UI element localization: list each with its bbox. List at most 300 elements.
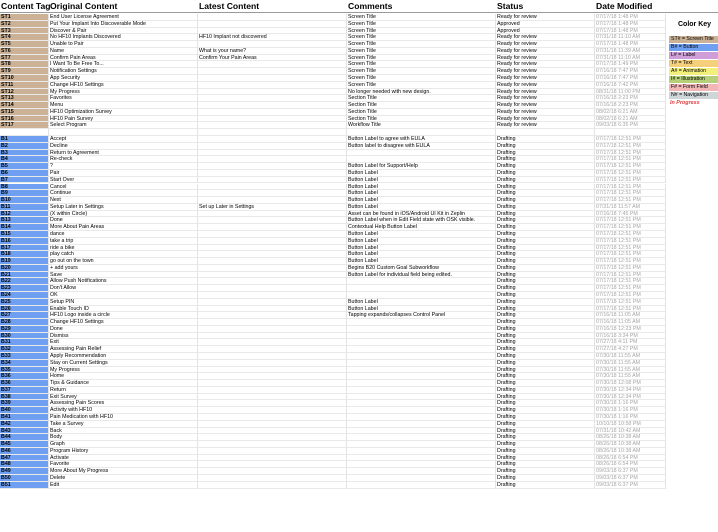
latest-content-cell[interactable]	[198, 184, 347, 191]
content-tag-cell[interactable]: B38	[0, 394, 49, 401]
date-modified-cell[interactable]: 07/17/18 12:51 PM	[595, 190, 666, 197]
date-modified-cell[interactable]: 07/17/18 12:51 PM	[595, 217, 666, 224]
date-modified-cell[interactable]: 07/17/18 12:51 PM	[595, 272, 666, 279]
original-content-cell[interactable]: Continue	[49, 190, 198, 197]
original-content-cell[interactable]: Save	[49, 272, 198, 279]
date-modified-cell[interactable]: 07/30/18 12:34 PM	[595, 394, 666, 401]
status-cell[interactable]: Drafting	[496, 367, 595, 374]
content-tag-cell[interactable]: ST12	[0, 89, 49, 96]
status-cell[interactable]: Drafting	[496, 448, 595, 455]
status-cell[interactable]: Drafting	[496, 353, 595, 360]
status-cell[interactable]: Drafting	[496, 285, 595, 292]
content-tag-cell[interactable]: ST17	[0, 122, 49, 129]
comments-cell[interactable]: Button Label	[347, 204, 496, 211]
status-cell[interactable]: Drafting	[496, 292, 595, 299]
latest-content-cell[interactable]	[198, 109, 347, 116]
content-tag-cell[interactable]: B51	[0, 482, 49, 489]
content-tag-cell[interactable]: B12	[0, 211, 49, 218]
content-tag-cell[interactable]: B10	[0, 197, 49, 204]
latest-content-cell[interactable]	[198, 414, 347, 421]
comments-cell[interactable]	[347, 326, 496, 333]
original-content-cell[interactable]: Assessing Pain Relief	[49, 346, 198, 353]
content-tag-cell[interactable]: ST13	[0, 95, 49, 102]
comments-cell[interactable]: Button Label	[347, 258, 496, 265]
original-content-cell[interactable]: More About Pain Areas	[49, 224, 198, 231]
comments-cell[interactable]: Screen Title	[347, 55, 496, 62]
comments-cell[interactable]	[347, 434, 496, 441]
content-tag-cell[interactable]: ST7	[0, 55, 49, 62]
original-content-cell[interactable]: I Want To Be Free To...	[49, 61, 198, 68]
date-modified-cell[interactable]	[595, 129, 666, 136]
status-cell[interactable]: Drafting	[496, 143, 595, 150]
comments-cell[interactable]: Button label to disagree with EULA	[347, 143, 496, 150]
comments-cell[interactable]: Workflow Title	[347, 122, 496, 129]
content-tag-cell[interactable]: B32	[0, 346, 49, 353]
status-cell[interactable]: Ready for review	[496, 109, 595, 116]
content-tag-cell[interactable]: ST4	[0, 34, 49, 41]
latest-content-cell[interactable]	[198, 75, 347, 82]
comments-cell[interactable]: Screen Title	[347, 28, 496, 35]
comments-cell[interactable]	[347, 387, 496, 394]
date-modified-cell[interactable]: 07/31/18 11:39 AM	[595, 48, 666, 55]
status-cell[interactable]: Drafting	[496, 441, 595, 448]
content-tag-cell[interactable]: ST2	[0, 21, 49, 28]
color-key-item[interactable]: B# = Button	[669, 44, 718, 51]
status-cell[interactable]: Drafting	[496, 251, 595, 258]
comments-cell[interactable]: Button Label when in Edit Field state with OSK visible.	[347, 217, 496, 224]
comments-cell[interactable]: Section Title	[347, 109, 496, 116]
original-content-cell[interactable]: Graph	[49, 441, 198, 448]
comments-cell[interactable]: Button Label for Support/Help	[347, 163, 496, 170]
content-tag-cell[interactable]: B5	[0, 163, 49, 170]
original-content-cell[interactable]: Put Your Implant Into Discoverable Mode	[49, 21, 198, 28]
original-content-cell[interactable]: HF10 Optimization Survey	[49, 109, 198, 116]
comments-cell[interactable]: Button Label	[347, 238, 496, 245]
date-modified-cell[interactable]: 07/17/18 1:48 PM	[595, 21, 666, 28]
comments-cell[interactable]: Section Title	[347, 95, 496, 102]
content-tag-cell[interactable]: B6	[0, 170, 49, 177]
date-modified-cell[interactable]: 09/03/18 6:37 PM	[595, 482, 666, 489]
comments-cell[interactable]: Button Label	[347, 245, 496, 252]
content-tag-cell[interactable]: B18	[0, 251, 49, 258]
date-modified-cell[interactable]: 07/17/18 1:48 PM	[595, 14, 666, 21]
header-comments[interactable]: Comments	[348, 1, 393, 11]
date-modified-cell[interactable]: 07/30/18 11:55 AM	[595, 360, 666, 367]
status-cell[interactable]: Ready for review	[496, 61, 595, 68]
comments-cell[interactable]: Button Label to agree with EULA	[347, 136, 496, 143]
content-tag-cell[interactable]: ST6	[0, 48, 49, 55]
header-date-modified[interactable]: Date Modified	[596, 1, 653, 11]
date-modified-cell[interactable]: 10/10/18 10:58 PM	[595, 421, 666, 428]
content-tag-cell[interactable]: B34	[0, 360, 49, 367]
date-modified-cell[interactable]: 07/30/18 11:55 AM	[595, 373, 666, 380]
original-content-cell[interactable]: Tips & Guidance	[49, 380, 198, 387]
status-cell[interactable]: Drafting	[496, 475, 595, 482]
status-cell[interactable]: Drafting	[496, 150, 595, 157]
status-cell[interactable]: Approved	[496, 21, 595, 28]
latest-content-cell[interactable]	[198, 150, 347, 157]
latest-content-cell[interactable]	[198, 245, 347, 252]
comments-cell[interactable]	[347, 373, 496, 380]
date-modified-cell[interactable]: 07/17/18 12:51 PM	[595, 278, 666, 285]
date-modified-cell[interactable]: 07/17/18 12:51 PM	[595, 177, 666, 184]
content-tag-cell[interactable]: B42	[0, 421, 49, 428]
comments-cell[interactable]	[347, 400, 496, 407]
content-tag-cell[interactable]: ST14	[0, 102, 49, 109]
date-modified-cell[interactable]: 07/30/18 1:16 PM	[595, 407, 666, 414]
content-tag-cell[interactable]: B1	[0, 136, 49, 143]
original-content-cell[interactable]: Back	[49, 428, 198, 435]
date-modified-cell[interactable]: 07/17/18 12:51 PM	[595, 265, 666, 272]
original-content-cell[interactable]: Change HF10 Settings	[49, 82, 198, 89]
comments-cell[interactable]	[347, 129, 496, 136]
content-tag-cell[interactable]: B31	[0, 339, 49, 346]
content-tag-cell[interactable]: B41	[0, 414, 49, 421]
latest-content-cell[interactable]	[198, 455, 347, 462]
original-content-cell[interactable]: (X within Circle)	[49, 211, 198, 218]
date-modified-cell[interactable]: 07/30/18 11:55 AM	[595, 367, 666, 374]
latest-content-cell[interactable]	[198, 177, 347, 184]
date-modified-cell[interactable]: 07/17/18 1:48 PM	[595, 41, 666, 48]
status-cell[interactable]: Drafting	[496, 468, 595, 475]
latest-content-cell[interactable]	[198, 61, 347, 68]
comments-cell[interactable]	[347, 428, 496, 435]
date-modified-cell[interactable]: 07/17/18 12:51 PM	[595, 184, 666, 191]
status-cell[interactable]: Drafting	[496, 312, 595, 319]
latest-content-cell[interactable]	[198, 394, 347, 401]
content-tag-cell[interactable]: ST1	[0, 14, 49, 21]
content-tag-cell[interactable]: ST10	[0, 75, 49, 82]
status-cell[interactable]: Drafting	[496, 387, 595, 394]
content-tag-cell[interactable]: B11	[0, 204, 49, 211]
status-cell[interactable]: Ready for review	[496, 14, 595, 21]
date-modified-cell[interactable]: 08/26/18 6:54 PM	[595, 455, 666, 462]
content-tag-cell[interactable]: B16	[0, 238, 49, 245]
content-tag-cell[interactable]: ST9	[0, 68, 49, 75]
latest-content-cell[interactable]	[198, 292, 347, 299]
original-content-cell[interactable]: Activity with HF10	[49, 407, 198, 414]
header-original-content[interactable]: Original Content	[50, 1, 118, 11]
content-tag-cell[interactable]: B36	[0, 373, 49, 380]
color-key-item[interactable]: N# = Navigation	[669, 92, 718, 99]
latest-content-cell[interactable]	[198, 129, 347, 136]
status-cell[interactable]: Drafting	[496, 428, 595, 435]
content-tag-cell[interactable]: B2	[0, 143, 49, 150]
status-cell[interactable]: Drafting	[496, 211, 595, 218]
original-content-cell[interactable]: Unable to Pair	[49, 41, 198, 48]
comments-cell[interactable]	[347, 421, 496, 428]
latest-content-cell[interactable]	[198, 224, 347, 231]
status-cell[interactable]: Drafting	[496, 163, 595, 170]
latest-content-cell[interactable]	[198, 211, 347, 218]
latest-content-cell[interactable]	[198, 407, 347, 414]
original-content-cell[interactable]: ?	[49, 163, 198, 170]
comments-cell[interactable]	[347, 360, 496, 367]
comments-cell[interactable]	[347, 278, 496, 285]
comments-cell[interactable]: Contextual Help Button Label	[347, 224, 496, 231]
comments-cell[interactable]	[347, 367, 496, 374]
status-cell[interactable]: Drafting	[496, 306, 595, 313]
content-tag-cell[interactable]: B44	[0, 434, 49, 441]
original-content-cell[interactable]: Name	[49, 48, 198, 55]
latest-content-cell[interactable]	[198, 95, 347, 102]
date-modified-cell[interactable]: 08/31/18 11:00 PM	[595, 89, 666, 96]
original-content-cell[interactable]: Confirm Pain Areas	[49, 55, 198, 62]
color-key-item[interactable]: I# = Illustration	[669, 76, 718, 83]
latest-content-cell[interactable]	[198, 143, 347, 150]
date-modified-cell[interactable]: 07/17/18 12:51 PM	[595, 285, 666, 292]
status-cell[interactable]: Drafting	[496, 238, 595, 245]
date-modified-cell[interactable]: 08/02/18 6:21 AM	[595, 116, 666, 123]
status-cell[interactable]: Drafting	[496, 380, 595, 387]
original-content-cell[interactable]: My Progress	[49, 367, 198, 374]
status-cell[interactable]: Drafting	[496, 373, 595, 380]
status-cell[interactable]: Drafting	[496, 204, 595, 211]
latest-content-cell[interactable]	[198, 475, 347, 482]
comments-cell[interactable]: Screen Title	[347, 68, 496, 75]
comments-cell[interactable]	[347, 353, 496, 360]
status-cell[interactable]: Drafting	[496, 461, 595, 468]
content-tag-cell[interactable]: B40	[0, 407, 49, 414]
status-cell[interactable]: Drafting	[496, 278, 595, 285]
status-cell[interactable]: Drafting	[496, 272, 595, 279]
comments-cell[interactable]	[347, 380, 496, 387]
content-tag-cell[interactable]: B19	[0, 258, 49, 265]
comments-cell[interactable]	[347, 468, 496, 475]
content-tag-cell[interactable]: B29	[0, 326, 49, 333]
original-content-cell[interactable]: Menu	[49, 102, 198, 109]
original-content-cell[interactable]: More About My Progress	[49, 468, 198, 475]
latest-content-cell[interactable]	[198, 272, 347, 279]
latest-content-cell[interactable]	[198, 14, 347, 21]
latest-content-cell[interactable]	[198, 367, 347, 374]
date-modified-cell[interactable]: 07/17/18 12:51 PM	[595, 299, 666, 306]
comments-cell[interactable]: Begins B20 Custom Goal Subworkflow	[347, 265, 496, 272]
content-tag-cell[interactable]: B28	[0, 319, 49, 326]
status-cell[interactable]: Drafting	[496, 265, 595, 272]
status-cell[interactable]: Ready for review	[496, 48, 595, 55]
original-content-cell[interactable]: Home	[49, 373, 198, 380]
date-modified-cell[interactable]: 07/30/18 12:34 PM	[595, 387, 666, 394]
original-content-cell[interactable]: Favorite	[49, 461, 198, 468]
status-cell[interactable]: Drafting	[496, 400, 595, 407]
status-cell[interactable]: Ready for review	[496, 55, 595, 62]
content-tag-cell[interactable]: B22	[0, 278, 49, 285]
latest-content-cell[interactable]	[198, 163, 347, 170]
comments-cell[interactable]	[347, 441, 496, 448]
content-tag-cell[interactable]: B30	[0, 333, 49, 340]
content-tag-cell[interactable]: B7	[0, 177, 49, 184]
latest-content-cell[interactable]	[198, 448, 347, 455]
comments-cell[interactable]	[347, 333, 496, 340]
latest-content-cell[interactable]	[198, 373, 347, 380]
status-cell[interactable]: Ready for review	[496, 41, 595, 48]
content-tag-cell[interactable]: B23	[0, 285, 49, 292]
latest-content-cell[interactable]	[198, 265, 347, 272]
date-modified-cell[interactable]: 07/16/18 7:45 PM	[595, 211, 666, 218]
latest-content-cell[interactable]	[198, 285, 347, 292]
latest-content-cell[interactable]	[198, 116, 347, 123]
comments-cell[interactable]: Asset can be found in iOS/Android UI Kit in Zeplin	[347, 211, 496, 218]
content-tag-cell[interactable]: ST8	[0, 61, 49, 68]
comments-cell[interactable]: Screen Title	[347, 61, 496, 68]
latest-content-cell[interactable]	[198, 258, 347, 265]
original-content-cell[interactable]: take a trip	[49, 238, 198, 245]
latest-content-cell[interactable]	[198, 346, 347, 353]
status-cell[interactable]: Drafting	[496, 394, 595, 401]
date-modified-cell[interactable]: 07/30/18 11:55 AM	[595, 353, 666, 360]
color-key-item[interactable]: F# = Form Field	[669, 84, 718, 91]
original-content-cell[interactable]: Favorites	[49, 95, 198, 102]
date-modified-cell[interactable]: 07/17/18 12:51 PM	[595, 251, 666, 258]
latest-content-cell[interactable]: Confirm Your Pain Areas	[198, 55, 347, 62]
status-cell[interactable]: Drafting	[496, 407, 595, 414]
content-tag-cell[interactable]: B50	[0, 475, 49, 482]
latest-content-cell[interactable]: HF10 Implant not discovered	[198, 34, 347, 41]
content-tag-cell[interactable]: ST15	[0, 109, 49, 116]
latest-content-cell[interactable]	[198, 319, 347, 326]
color-key-item[interactable]: L# = Label	[669, 52, 718, 59]
content-tag-cell[interactable]: B4	[0, 156, 49, 163]
header-content-tag[interactable]: Content Tag	[1, 1, 51, 11]
status-cell[interactable]: Drafting	[496, 346, 595, 353]
latest-content-cell[interactable]	[198, 41, 347, 48]
comments-cell[interactable]: Button Label	[347, 177, 496, 184]
status-cell[interactable]: Drafting	[496, 482, 595, 489]
date-modified-cell[interactable]: 07/17/18 12:51 PM	[595, 136, 666, 143]
original-content-cell[interactable]: HF10 Pain Survey	[49, 116, 198, 123]
date-modified-cell[interactable]: 08/26/18 10:38 AM	[595, 448, 666, 455]
latest-content-cell[interactable]	[198, 333, 347, 340]
original-content-cell[interactable]: End User License Agreement	[49, 14, 198, 21]
date-modified-cell[interactable]: 07/17/18 1:48 PM	[595, 28, 666, 35]
date-modified-cell[interactable]: 07/30/18 1:16 PM	[595, 414, 666, 421]
status-cell[interactable]: Drafting	[496, 258, 595, 265]
original-content-cell[interactable]: Setup Later in Settings	[49, 204, 198, 211]
latest-content-cell[interactable]	[198, 28, 347, 35]
status-cell[interactable]: Drafting	[496, 136, 595, 143]
comments-cell[interactable]	[347, 461, 496, 468]
date-modified-cell[interactable]: 07/16/18 3:34 PM	[595, 333, 666, 340]
latest-content-cell[interactable]: What is your name?	[198, 48, 347, 55]
date-modified-cell[interactable]: 09/03/18 6:37 PM	[595, 468, 666, 475]
status-cell[interactable]: Ready for review	[496, 89, 595, 96]
latest-content-cell[interactable]	[198, 482, 347, 489]
comments-cell[interactable]	[347, 339, 496, 346]
original-content-cell[interactable]: Done	[49, 326, 198, 333]
date-modified-cell[interactable]: 07/16/18 7:42 PM	[595, 82, 666, 89]
status-cell[interactable]: Drafting	[496, 333, 595, 340]
comments-cell[interactable]: Button Label	[347, 197, 496, 204]
date-modified-cell[interactable]: 07/17/18 12:51 PM	[595, 231, 666, 238]
latest-content-cell[interactable]	[198, 82, 347, 89]
comments-cell[interactable]: Button Label for individual field being edited.	[347, 272, 496, 279]
status-cell[interactable]: Drafting	[496, 217, 595, 224]
original-content-cell[interactable]: HF10 Logo inside a circle	[49, 312, 198, 319]
comments-cell[interactable]	[347, 448, 496, 455]
original-content-cell[interactable]: Apply Recommendation	[49, 353, 198, 360]
date-modified-cell[interactable]: 07/31/18 11:57 AM	[595, 204, 666, 211]
comments-cell[interactable]: Tapping expands/collapses Control Panel	[347, 312, 496, 319]
date-modified-cell[interactable]: 07/16/18 12:23 PM	[595, 326, 666, 333]
comments-cell[interactable]: Button Label	[347, 306, 496, 313]
date-modified-cell[interactable]: 07/17/18 12:51 PM	[595, 150, 666, 157]
status-cell[interactable]: Drafting	[496, 434, 595, 441]
original-content-cell[interactable]: play catch	[49, 251, 198, 258]
color-key-item[interactable]: T# = Text	[669, 60, 718, 67]
comments-cell[interactable]	[347, 455, 496, 462]
date-modified-cell[interactable]: 07/16/18 2:23 PM	[595, 102, 666, 109]
original-content-cell[interactable]: OK	[49, 292, 198, 299]
color-key-in-progress[interactable]: In Progress	[670, 100, 700, 106]
status-cell[interactable]: Drafting	[496, 184, 595, 191]
status-cell[interactable]: Drafting	[496, 299, 595, 306]
comments-cell[interactable]: No longer needed with new design.	[347, 89, 496, 96]
comments-cell[interactable]	[347, 150, 496, 157]
original-content-cell[interactable]	[49, 129, 198, 136]
content-tag-cell[interactable]: B46	[0, 448, 49, 455]
latest-content-cell[interactable]	[198, 360, 347, 367]
status-cell[interactable]: Ready for review	[496, 102, 595, 109]
original-content-cell[interactable]: Change HF10 Settings	[49, 319, 198, 326]
status-cell[interactable]: Drafting	[496, 190, 595, 197]
original-content-cell[interactable]: Allow Push Notifications	[49, 278, 198, 285]
date-modified-cell[interactable]: 07/30/18 1:16 PM	[595, 400, 666, 407]
content-tag-cell[interactable]: B20	[0, 265, 49, 272]
content-tag-cell[interactable]: B26	[0, 306, 49, 313]
latest-content-cell[interactable]: Set up Later in Settings	[198, 204, 347, 211]
latest-content-cell[interactable]	[198, 156, 347, 163]
status-cell[interactable]: Drafting	[496, 156, 595, 163]
status-cell[interactable]: Drafting	[496, 319, 595, 326]
status-cell[interactable]: Ready for review	[496, 34, 595, 41]
status-cell[interactable]: Drafting	[496, 421, 595, 428]
content-tag-cell[interactable]: B3	[0, 150, 49, 157]
original-content-cell[interactable]: Don't Allow	[49, 285, 198, 292]
color-key-item[interactable]: A# = Animation	[669, 68, 718, 75]
date-modified-cell[interactable]: 07/17/18 12:51 PM	[595, 245, 666, 252]
comments-cell[interactable]	[347, 407, 496, 414]
latest-content-cell[interactable]	[198, 339, 347, 346]
latest-content-cell[interactable]	[198, 190, 347, 197]
original-content-cell[interactable]: Dismiss	[49, 333, 198, 340]
comments-cell[interactable]: Screen Title	[347, 34, 496, 41]
content-tag-cell[interactable]: B45	[0, 441, 49, 448]
original-content-cell[interactable]: Pair	[49, 170, 198, 177]
comments-cell[interactable]	[347, 394, 496, 401]
original-content-cell[interactable]: No HF10 Implants Discovered	[49, 34, 198, 41]
comments-cell[interactable]: Screen Title	[347, 75, 496, 82]
latest-content-cell[interactable]	[198, 312, 347, 319]
comments-cell[interactable]: Button Label	[347, 184, 496, 191]
latest-content-cell[interactable]	[198, 102, 347, 109]
original-content-cell[interactable]: Next	[49, 197, 198, 204]
original-content-cell[interactable]: Accept	[49, 136, 198, 143]
latest-content-cell[interactable]	[198, 380, 347, 387]
status-cell[interactable]: Drafting	[496, 177, 595, 184]
content-tag-cell[interactable]: B13	[0, 217, 49, 224]
latest-content-cell[interactable]	[198, 217, 347, 224]
date-modified-cell[interactable]: 08/26/18 6:54 PM	[595, 461, 666, 468]
latest-content-cell[interactable]	[198, 387, 347, 394]
status-cell[interactable]: Drafting	[496, 326, 595, 333]
comments-cell[interactable]	[347, 346, 496, 353]
latest-content-cell[interactable]	[198, 21, 347, 28]
date-modified-cell[interactable]: 07/16/18 7:47 PM	[595, 68, 666, 75]
date-modified-cell[interactable]: 07/17/18 12:51 PM	[595, 156, 666, 163]
content-tag-cell[interactable]: B9	[0, 190, 49, 197]
content-tag-cell[interactable]: B24	[0, 292, 49, 299]
